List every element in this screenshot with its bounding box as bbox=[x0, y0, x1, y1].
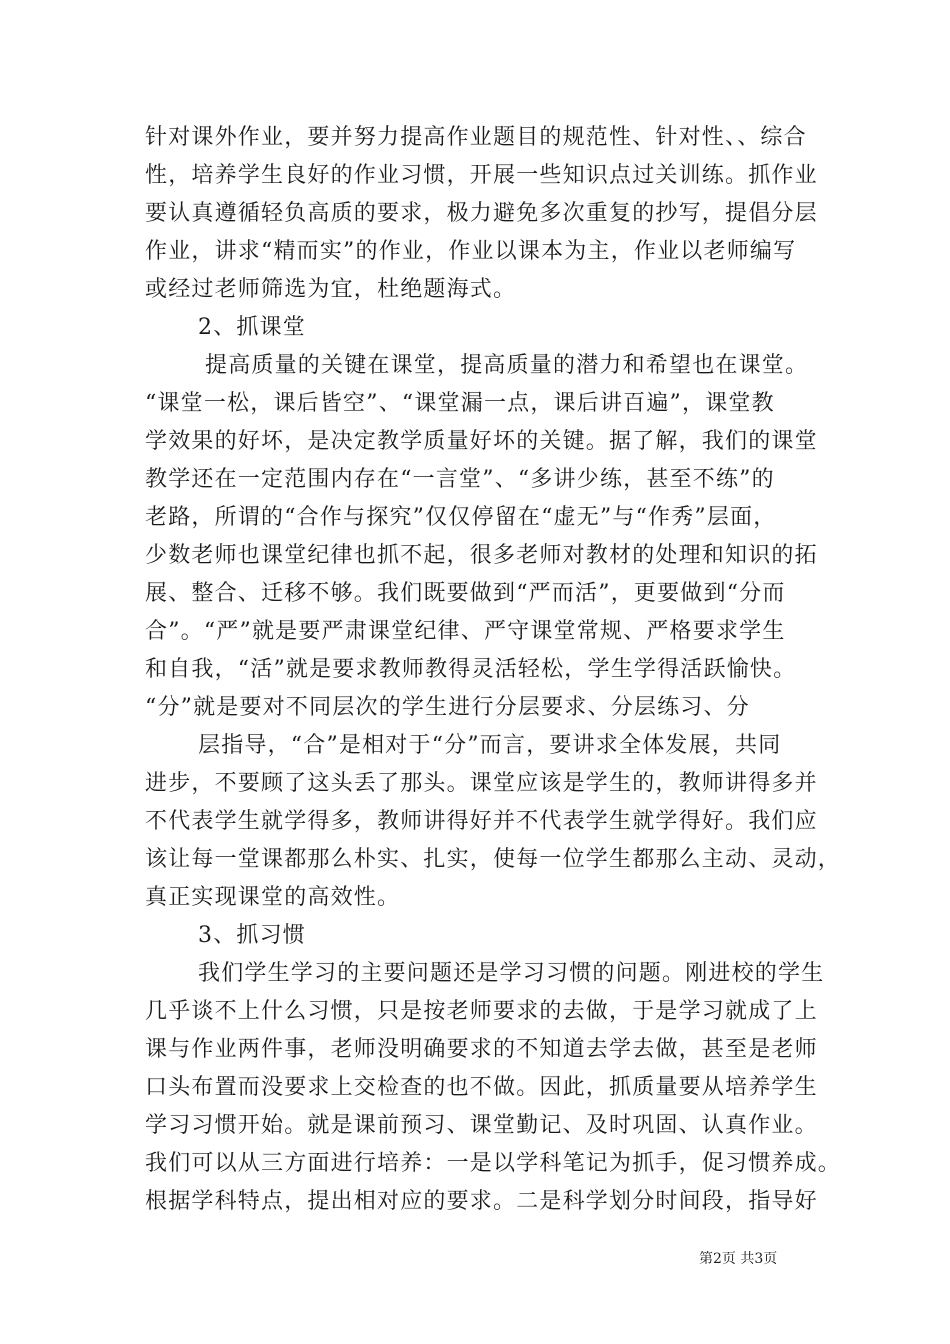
section-heading: 2、抓课堂 bbox=[198, 315, 306, 340]
text-line: 或经过老师筛选为宜，杜绝题海式。 bbox=[145, 277, 517, 302]
section-heading: 3、抓习惯 bbox=[198, 923, 306, 948]
text-line: 要认真遵循轻负高质的要求，极力避免多次重复的抄写，提倡分层 bbox=[145, 201, 818, 226]
text-line: 我们学生学习的主要问题还是学习习惯的问题。刚进校的学生 bbox=[198, 961, 825, 986]
text-line: 学效果的好坏，是决定教学质量好坏的关键。据了解，我们的课堂 bbox=[145, 429, 818, 454]
text-line: 合”。“严”就是要严肃课堂纪律、严守课堂常规、严格要求学生 bbox=[145, 619, 786, 644]
text-line: 真正实现课堂的高效性。 bbox=[145, 885, 401, 910]
text-line: “课堂一松，课后皆空”、“课堂漏一点，课后讲百遍”，课堂教 bbox=[145, 391, 775, 416]
text-line: 不代表学生就学得多，教师讲得好并不代表学生就学得好。我们应 bbox=[145, 809, 818, 834]
text-line: 我们可以从三方面进行培养：一是以学科笔记为抓手，促习惯养成。 bbox=[145, 1151, 842, 1176]
text-line: 教学还在一定范围内存在“一言堂”、“多讲少练，甚至不练”的 bbox=[145, 467, 775, 492]
text-line: 学习习惯开始。就是课前预习、课堂勤记、及时巩固、认真作业。 bbox=[145, 1113, 818, 1138]
text-line: 作业，讲求“精而实”的作业，作业以课本为主，作业以老师编写 bbox=[145, 239, 797, 264]
text-line: 几乎谈不上什么习惯，只是按老师要求的去做，于是学习就成了上 bbox=[145, 999, 818, 1024]
text-line: 层指导，“合”是相对于“分”而言，要讲求全体发展，共同 bbox=[198, 733, 782, 758]
text-line: 进步，不要顾了这头丢了那头。课堂应该是学生的，教师讲得多并 bbox=[145, 771, 818, 796]
text-line: 少数老师也课堂纪律也抓不起，很多老师对教材的处理和知识的拓 bbox=[145, 543, 818, 568]
page-number: 第2页 共3页 bbox=[699, 1251, 778, 1267]
text-line: 提高质量的关键在课堂，提高质量的潜力和希望也在课堂。 bbox=[205, 353, 809, 378]
text-line: 展、整合、迁移不够。我们既要做到“严而活”，更要做到“分而 bbox=[145, 581, 786, 606]
text-line: “分”就是要对不同层次的学生进行分层要求、分层练习、分 bbox=[145, 695, 750, 720]
text-line: 根据学科特点，提出相对应的要求。二是科学划分时间段，指导好 bbox=[145, 1189, 818, 1214]
text-line: 老路，所谓的“合作与探究”仅仅停留在“虚无”与“作秀”层面， bbox=[145, 505, 777, 530]
text-line: 性，培养学生良好的作业习惯，开展一些知识点过关训练。抓作业 bbox=[145, 163, 818, 188]
text-line: 和自我，“活”就是要求教师教得灵活轻松，学生学得活跃愉快。 bbox=[145, 657, 797, 682]
text-line: 针对课外作业，要并努力提高作业题目的规范性、针对性、、综合 bbox=[145, 125, 807, 150]
text-line: 课与作业两件事，老师没明确要求的不知道去学去做，甚至是老师 bbox=[145, 1037, 818, 1062]
text-line: 该让每一堂课都那么朴实、扎实，使每一位学生都那么主动、灵动， bbox=[145, 847, 842, 872]
text-line: 口头布置而没要求上交检查的也不做。因此，抓质量要从培养学生 bbox=[145, 1075, 818, 1100]
